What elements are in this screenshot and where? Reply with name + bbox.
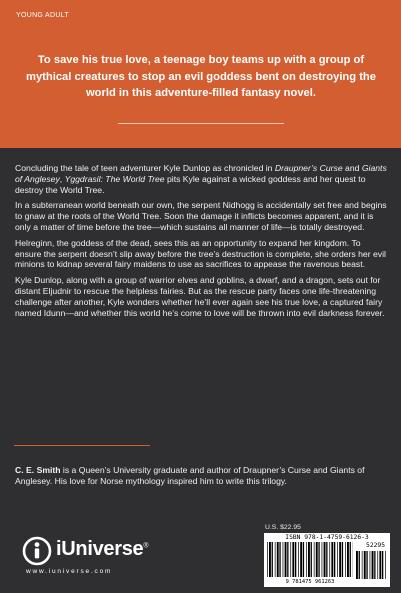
barcode-digits: 9 781475 961263 xyxy=(285,579,335,585)
tagline: To save his true love, a teenage boy teams up with a group of mythical creatures to stop an evil goddess bent on destroying the world in this adventure-filled fantasy novel. xyxy=(26,54,376,99)
barcode-bar xyxy=(342,542,343,577)
barcode-bar xyxy=(308,542,310,577)
barcode-bar xyxy=(272,542,273,577)
price-label: U.S. $22.95 xyxy=(265,524,301,531)
barcode-bar xyxy=(306,542,307,577)
barcode-bar xyxy=(287,542,288,577)
barcode-bar xyxy=(334,542,335,577)
price-code: 52295 xyxy=(366,542,385,549)
description-paragraph-2: In a subterranean world beneath our own, the serpent Nidhogg is accidentally set free and begins to gnaw at the roots of the World Tree. Soon the damage it inflicts becomes apparent, and it is only a matter of time before the tree—which sustains all manner of life—is totally destroyed. xyxy=(15,200,387,233)
barcode-bar xyxy=(366,551,367,579)
iuniverse-logo-icon xyxy=(22,536,52,566)
author-bio xyxy=(15,465,389,487)
barcode-bar xyxy=(269,542,271,577)
book-description xyxy=(15,163,389,323)
barcode-bar xyxy=(283,542,284,577)
barcode-bar xyxy=(374,551,375,579)
barcode-bar xyxy=(322,542,323,577)
barcode-bar xyxy=(290,542,291,577)
barcode-bar xyxy=(350,542,351,577)
description-text: Concluding the tale of teen adventurer Kyle Dunlop as chronicled in xyxy=(15,163,275,173)
header-band xyxy=(0,0,401,148)
barcode-bar xyxy=(370,551,371,579)
book-title-2: Giants of Anglesey xyxy=(15,163,387,184)
barcode-bar xyxy=(298,542,299,577)
barcode-bar xyxy=(379,551,381,579)
genre-label: YOUNG ADULT xyxy=(16,12,69,19)
barcode-bar xyxy=(347,542,349,577)
barcode-bar xyxy=(285,542,287,577)
barcode-bar xyxy=(356,551,358,579)
isbn-number: ISBN 978-1-4759-6126-3 xyxy=(285,534,369,541)
description-text: , xyxy=(59,173,65,184)
publisher-name-text: iUniverse xyxy=(56,538,144,560)
barcode-bar xyxy=(377,551,378,579)
barcode-bar xyxy=(382,551,383,579)
description-paragraph-3: Helreginn, the goddess of the dead, sees this as an opportunity to expand her kingdom. To ensure the serpent doesn’t slip away before the tree’s destruction is complete, she orders her evil minions to kidnap several fairy maidens to use as sacrifices to appease the ravenous beast. xyxy=(15,237,386,270)
publisher-url: www.iuniverse.com xyxy=(26,568,113,575)
barcode-bar xyxy=(364,551,366,579)
isbn-barcode xyxy=(264,533,390,587)
barcode-bar xyxy=(277,542,279,577)
barcode-bar xyxy=(337,542,338,577)
barcode-bar xyxy=(314,542,315,577)
barcode-bar xyxy=(339,542,341,577)
barcode-bar xyxy=(326,542,327,577)
author-divider xyxy=(14,445,150,446)
book-title-3: Yggdrasil: The World Tree xyxy=(64,173,165,184)
barcode-bar xyxy=(275,542,276,577)
barcode-bar xyxy=(329,542,330,577)
barcode-bar xyxy=(267,542,268,577)
barcode-bar xyxy=(316,542,318,577)
barcode-bar xyxy=(345,542,346,577)
tagline-divider xyxy=(118,123,284,124)
barcode-bar xyxy=(372,551,374,579)
barcode-bar xyxy=(300,542,302,577)
barcode-bar xyxy=(295,542,296,577)
author-name: C. E. Smith xyxy=(15,465,61,475)
barcode-bar xyxy=(311,542,312,577)
trademark-symbol: ® xyxy=(143,542,149,550)
barcode-bar xyxy=(318,542,319,577)
barcode-bar xyxy=(359,551,360,579)
barcode-bar xyxy=(292,542,294,577)
barcode-bars xyxy=(267,542,353,577)
barcode-bar xyxy=(303,542,304,577)
description-text: and xyxy=(342,163,362,173)
author-bio-text: is a Queen’s University graduate and author of Draupner’s Curse and Giants of Anglesey. His love for Norse mythology inspired him to write this trilogy. xyxy=(15,465,365,486)
barcode-bar xyxy=(331,542,333,577)
barcode-bar xyxy=(324,542,326,577)
barcode-bar xyxy=(279,542,280,577)
description-paragraph-1 xyxy=(15,163,389,196)
barcode-bar xyxy=(385,551,386,579)
description-paragraph-4: Kyle Dunlop, along with a group of warrior elves and goblins, a dwarf, and a dragon, sets out for distant Eljudnir to rescue the helpless fairies. But as the rescue party faces one life-threatening challenge after another, Kyle wonders whether he’ll ever again see his true love, a captured fairy named Idunn—and whether this world he’s come to love will be thrown into evil darkness forever. xyxy=(15,274,385,318)
publisher-name xyxy=(56,538,148,561)
barcode-bar xyxy=(362,551,363,579)
addon-barcode-bars xyxy=(356,551,386,579)
book-title-1: Draupner’s Curse xyxy=(274,163,343,173)
description-text: pits Kyle against a wicked goddess and her quest to destroy the World Tree. xyxy=(15,173,366,195)
